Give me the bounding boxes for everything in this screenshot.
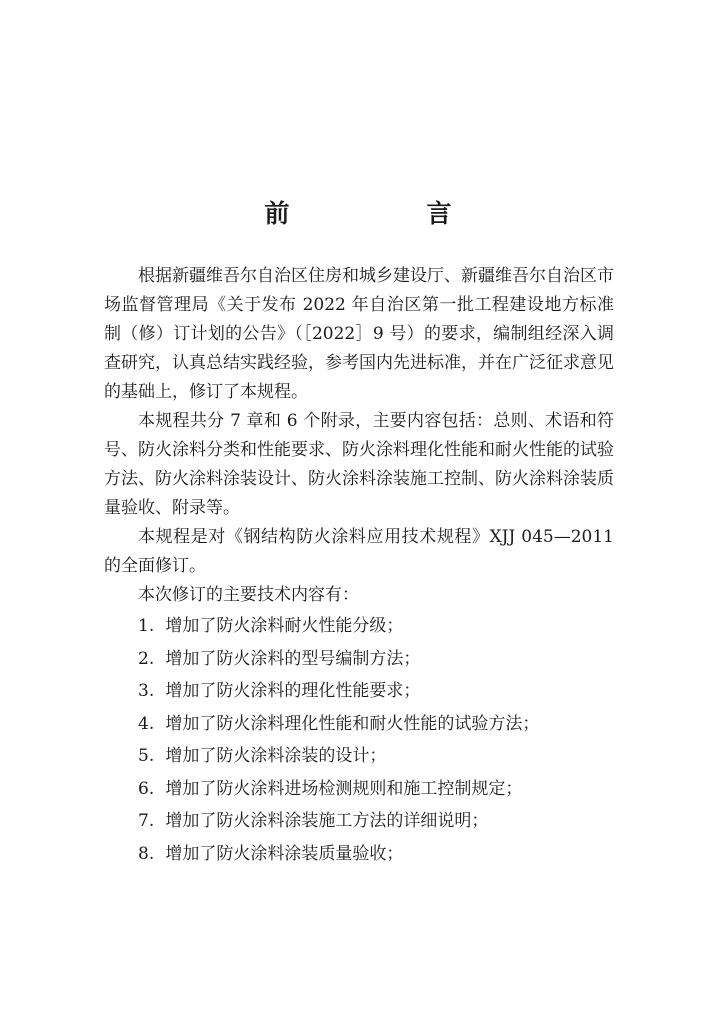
paragraph-basis: 根据新疆维吾尔自治区住房和城乡建设厅、新疆维吾尔自治区市场监督管理局《关于发布 2022 年自治区第一批工程建设地方标准制（修）订计划的公告》（［2022］9 号）的要求，编制组经深入调查研究，认真总结实践经验，参考国内先进标准，并在广泛征求意见的基础上，修订了本规程。 bbox=[104, 266, 614, 402]
list-item-number: 8. bbox=[138, 843, 155, 864]
list-item-number: 4. bbox=[138, 713, 155, 734]
list-item-number: 5. bbox=[138, 746, 155, 766]
paragraph-revision-scope: 本规程是对《钢结构防火涂料应用技术规程》XJJ 045—2011 的全面修订。 bbox=[104, 527, 614, 576]
list-item-text: 增加了防火涂料涂装质量验收； bbox=[165, 843, 404, 864]
list-item bbox=[104, 675, 614, 708]
list-item-number: 6. bbox=[138, 778, 155, 799]
list-item bbox=[104, 838, 614, 871]
list-item-text: 增加了防火涂料理化性能和耐火性能的试验方法； bbox=[165, 713, 540, 734]
list-item-text: 增加了防火涂料耐火性能分级； bbox=[165, 616, 404, 636]
list-item-text: 增加了防火涂料涂装施工方法的详细说明； bbox=[165, 811, 489, 831]
list-item-text: 增加了防火涂料的理化性能要求； bbox=[165, 681, 421, 701]
list-item bbox=[104, 708, 614, 741]
list-item-number: 2. bbox=[138, 648, 155, 669]
list-item bbox=[104, 805, 614, 838]
list-item-number: 3. bbox=[138, 681, 155, 701]
preface-body bbox=[104, 262, 614, 870]
list-item bbox=[104, 643, 614, 676]
list-item bbox=[104, 773, 614, 806]
paragraph-contents: 本规程共分 7 章和 6 个附录，主要内容包括：总则、术语和符号、防火涂料分类和性能要求、防火涂料理化性能和耐火性能的试验方法、防火涂料涂装设计、防火涂料涂装施工控制、防火涂料涂装质量验收、附录等。 bbox=[104, 411, 614, 518]
revision-list bbox=[104, 610, 614, 870]
list-item-text: 增加了防火涂料涂装的设计； bbox=[165, 746, 387, 766]
list-item-text: 增加了防火涂料进场检测规则和施工控制规定； bbox=[165, 778, 523, 799]
list-item bbox=[104, 610, 614, 643]
paragraph-revision-intro: 本次修订的主要技术内容有： bbox=[138, 585, 359, 605]
list-item bbox=[104, 740, 614, 773]
list-item-text: 增加了防火涂料的型号编制方法； bbox=[165, 648, 421, 669]
page-title: 前 言 bbox=[264, 199, 508, 228]
list-item-number: 1. bbox=[138, 616, 155, 636]
list-item-number: 7. bbox=[138, 811, 155, 831]
